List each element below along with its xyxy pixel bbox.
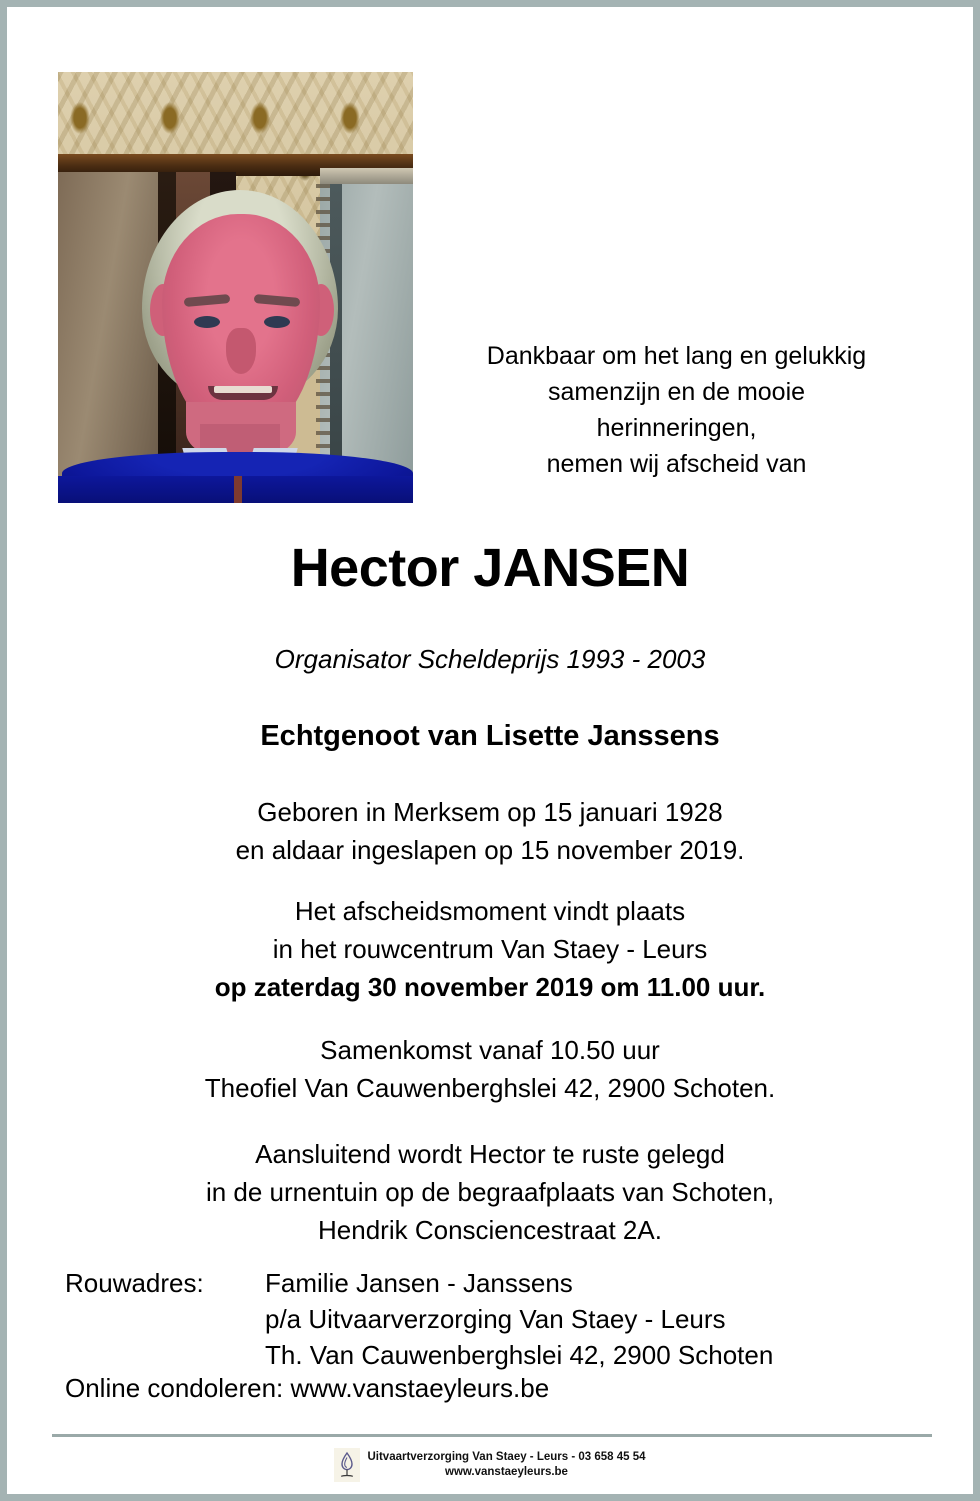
service-line-2: in het rouwcentrum Van Staey - Leurs	[272, 934, 708, 964]
mourning-row	[65, 1301, 773, 1337]
photo-eye-left	[194, 316, 220, 328]
mourning-address-label: Rouwadres:	[65, 1268, 204, 1298]
footer-text	[367, 1448, 645, 1480]
burial-address: Hendrik Consciencestraat 2A.	[318, 1215, 662, 1245]
mourning-row	[65, 1265, 773, 1301]
deceased-role: Organisator Scheldeprijs 1993 - 2003	[274, 644, 706, 674]
photo-eye-right	[264, 316, 290, 328]
intro-line-1: Dankbaar om het lang en gelukkig	[486, 342, 867, 370]
deceased-portrait-photo	[58, 72, 413, 503]
gathering-block	[7, 1031, 973, 1107]
footer-website[interactable]: www.vanstaeyleurs.be	[445, 1466, 568, 1478]
mourning-address-line-3: Th. Van Cauwenberghslei 42, 2900 Schoten	[265, 1340, 774, 1370]
intro-verse	[420, 338, 933, 482]
footer-divider	[52, 1434, 932, 1437]
birth-line: Geboren in Merksem op 15 januari 1928	[257, 797, 723, 827]
gathering-address: Theofiel Van Cauwenberghslei 42, 2900 Schoten.	[204, 1073, 776, 1103]
intro-line-3: herinneringen,	[596, 414, 757, 442]
photo-nose	[226, 328, 256, 374]
photo-wall-trim	[320, 168, 413, 184]
online-condolence-line[interactable]: Online condoleren: www.vanstaeyleurs.be	[65, 1373, 550, 1403]
death-line: en aldaar ingeslapen op 15 november 2019.	[235, 835, 745, 865]
birth-death-block	[7, 793, 973, 869]
service-details-block	[7, 892, 973, 1006]
photo-sweater-zipper	[234, 476, 242, 503]
burial-line-2: in de urnentuin op de begraafplaats van Schoten,	[205, 1177, 775, 1207]
mourning-row	[65, 1337, 773, 1373]
intro-line-4: nemen wij afscheid van	[546, 450, 807, 478]
mourning-spacer	[65, 1301, 265, 1337]
gathering-time: Samenkomst vanaf 10.50 uur	[320, 1035, 660, 1065]
mourning-address-block	[65, 1265, 935, 1373]
footer-company-line: Uitvaartverzorging Van Staey - Leurs - 03 658 45 54	[367, 1451, 646, 1463]
service-datetime: op zaterdag 30 november 2019 om 11.00 uur.	[214, 972, 766, 1002]
candle-flame-icon	[334, 1448, 360, 1482]
photo-cabinet-panel-left	[58, 172, 158, 503]
spouse-line: Echtgenoot van Lisette Janssens	[260, 720, 720, 752]
mourning-address-line-1: Familie Jansen - Janssens	[265, 1268, 573, 1298]
burial-line-1: Aansluitend wordt Hector te ruste gelegd	[255, 1139, 725, 1169]
intro-line-2: samenzijn en de mooie	[547, 378, 806, 406]
deceased-name: Hector JANSEN	[290, 538, 690, 598]
burial-block	[7, 1135, 973, 1249]
service-line-1: Het afscheidsmoment vindt plaats	[294, 896, 686, 926]
photo-teeth	[214, 386, 272, 393]
mourning-spacer	[65, 1337, 265, 1373]
footer	[7, 1448, 973, 1482]
mourning-address-line-2: p/a Uitvaarverzorging Van Staey - Leurs	[265, 1304, 726, 1334]
